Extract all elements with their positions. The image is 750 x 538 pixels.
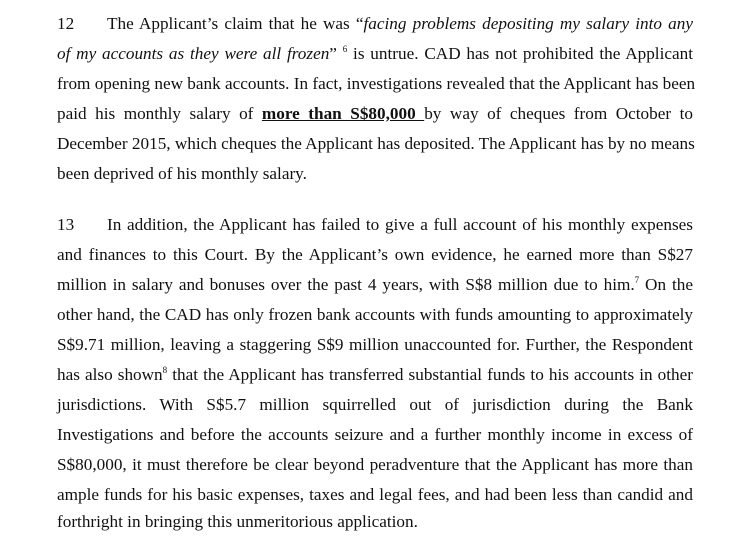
paragraph-line: been deprived of his monthly salary. [57, 164, 307, 183]
footnote-marker[interactable]: 8 [162, 365, 168, 375]
italic-quote: of my accounts as they were all frozen [57, 44, 330, 63]
line-text: that the Applicant has transferred substantial funds to his accounts in other [167, 365, 693, 384]
paragraph-line: from opening new bank accounts. In fact, investigations revealed that the Applicant has been [57, 74, 696, 93]
footnote-marker[interactable]: 7 [634, 275, 640, 285]
paragraph-line [57, 102, 693, 126]
paragraph-line [57, 363, 693, 387]
paragraph-line: jurisdictions. With S$5.7 million squirrelled out of jurisdiction during the Bank [57, 395, 693, 414]
paragraph-line: and finances to this Court. By the Applicant’s own evidence, he earned more than S$27 [57, 245, 693, 264]
paragraph-line [57, 42, 693, 66]
paragraph-line: S$80,000, it must therefore be clear beyond peradventure that the Applicant has more than [57, 455, 693, 474]
paragraph-line: forthright in bringing this unmeritorious application. [57, 512, 418, 531]
line-text: The Applicant’s claim that he was “ [107, 14, 364, 33]
footnote-marker[interactable]: 6 [342, 44, 348, 54]
line-text: is untrue. CAD has not prohibited the Applicant [347, 44, 693, 63]
paragraph-line: ample funds for his basic expenses, taxes and legal fees, and had been less than candid and [57, 485, 693, 504]
line-text: has also shown [57, 365, 163, 384]
paragraph-line [57, 213, 693, 237]
paragraph-line [57, 12, 693, 36]
line-text: million in salary and bonuses over the past 4 years, with S$8 million due to him. [57, 275, 635, 294]
line-text: by way of cheques from October to [424, 104, 693, 123]
line-text: paid his monthly salary of [57, 104, 262, 123]
emphasized-amount: more than S$80,000 [261, 104, 425, 123]
paragraph-number: 12 [57, 14, 75, 33]
line-text: On the [639, 275, 693, 294]
paragraph-number: 13 [57, 215, 75, 234]
paragraph-line [57, 273, 693, 297]
paragraph-line: S$9.71 million, leaving a staggering S$9 million unaccounted for. Further, the Respondent [57, 335, 693, 354]
paragraph-line: Investigations and before the accounts seizure and a further monthly income in excess of [57, 425, 693, 444]
paragraph-line: other hand, the CAD has only frozen bank accounts with funds amounting to approximately [57, 305, 693, 324]
paragraph-line: December 2015, which cheques the Applicant has deposited. The Applicant has by no means [57, 134, 695, 153]
line-text: In addition, the Applicant has failed to give a full account of his monthly expenses [107, 215, 693, 234]
line-text: ” [329, 44, 343, 63]
italic-quote: facing problems depositing my salary into any [363, 14, 693, 33]
